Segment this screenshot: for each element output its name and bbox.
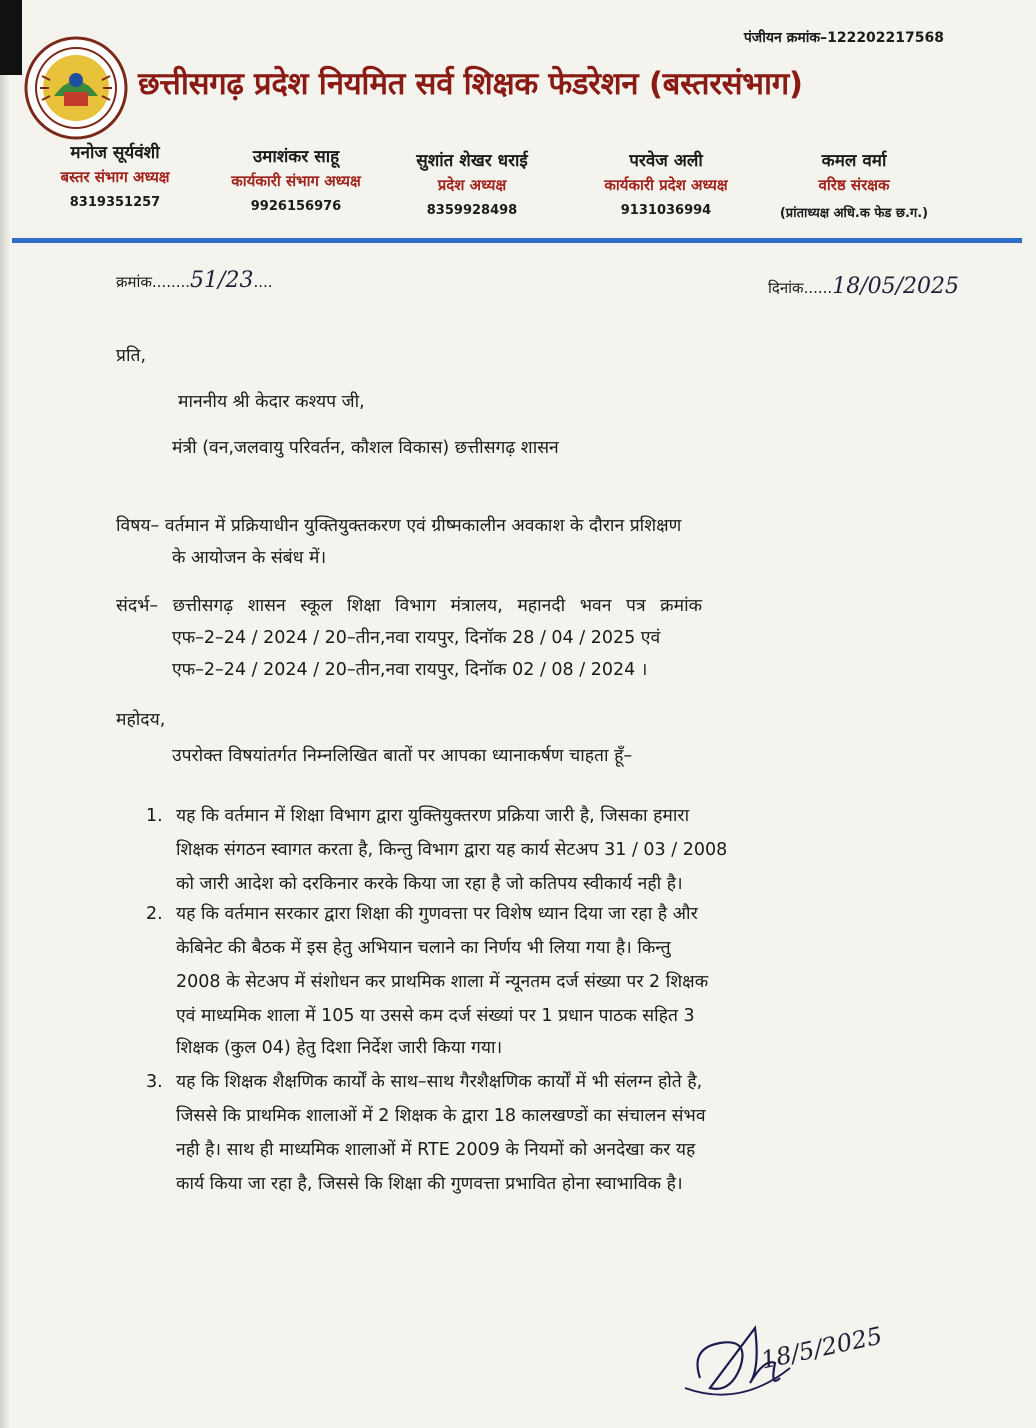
official-name: परवेज अली	[629, 151, 703, 171]
official-phone: 8319351257	[69, 195, 161, 210]
header-divider	[12, 238, 1022, 243]
official-3	[382, 148, 562, 218]
official-name: उमाशंकर साहू	[252, 147, 340, 167]
scan-dark-corner	[0, 0, 22, 75]
point-line: शिक्षक (कुल 04) हेतु दिशा निर्देश जारी किया गया।	[176, 1038, 503, 1058]
dinank-label: दिनांक......	[768, 279, 833, 297]
addressee-line-2: मंत्री (वन,जलवायु परिवर्तन, कौशल विकास) छत्तीसगढ़ शासन	[172, 438, 559, 458]
point-number: 2.	[146, 904, 163, 924]
point-line: नही है। साथ ही माध्यमिक शालाओं में RTE 2009 के नियमों को अनदेखा कर यह	[176, 1140, 696, 1160]
official-role: कार्यकारी प्रदेश अध्यक्ष	[604, 176, 728, 194]
official-name: सुशांत शेखर धराई	[416, 151, 528, 171]
official-role: बस्तर संभाग अध्यक्ष	[60, 168, 170, 186]
intro-line: उपरोक्त विषयांतर्गत निम्नलिखित बातों पर आपका ध्यानाकर्षण चाहता हूँ–	[172, 746, 633, 766]
point-line: को जारी आदेश को दरकिनार करके किया जा रहा है जो कतिपय स्वीकार्य नही है।	[176, 874, 683, 894]
official-2	[196, 144, 396, 214]
dinank	[768, 274, 959, 299]
official-name: कमल वर्मा	[821, 151, 887, 171]
point-line: यह कि शिक्षक शैक्षणिक कार्यों के साथ–साथ गैरशैक्षणिक कार्यों में भी संलग्न होते है,	[176, 1072, 703, 1092]
point-number: 1.	[146, 806, 163, 826]
addressee-line-1: माननीय श्री केदार कश्यप जी,	[178, 392, 365, 412]
official-role: कार्यकारी संभाग अध्यक्ष	[231, 172, 361, 190]
subject-line-2: के आयोजन के संबंध में।	[172, 548, 327, 568]
official-role: प्रदेश अध्यक्ष	[437, 176, 507, 194]
official-phone: 9131036994	[620, 203, 712, 218]
federation-title: छत्तीसगढ़ प्रदेश नियमित सर्व शिक्षक फेडरेशन (बस्तरसंभाग)	[138, 66, 803, 102]
salutation: महोदय,	[116, 710, 166, 730]
official-phone: 9926156976	[250, 199, 342, 214]
point-line: यह कि वर्तमान में शिक्षा विभाग द्वारा युक्तियुक्तरण प्रक्रिया जारी है, जिसका हमारा	[176, 806, 690, 826]
point-line: एवं माध्यमिक शाला में 105 या उससे कम दर्ज संख्यां पर 1 प्रधान पाठक सहित 3	[176, 1006, 695, 1026]
federation-logo-icon	[24, 36, 128, 140]
point-line: शिक्षक संगठन स्वागत करता है, किन्तु विभाग द्वारा यह कार्य सेटअप 31 / 03 / 2008	[176, 840, 728, 860]
reference-line-1: संदर्भ– छत्तीसगढ़ शासन स्कूल शिक्षा विभाग मंत्रालय, महानदी भवन पत्र क्रमांक	[116, 596, 703, 616]
official-name: मनोज सूर्यवंशी	[70, 143, 160, 163]
point-line: यह कि वर्तमान सरकार द्वारा शिक्षा की गुणवत्ता पर विशेष ध्यान दिया जा रहा है और	[176, 904, 698, 924]
reference-line-3: एफ–2–24 / 2024 / 20–तीन,नवा रायपुर, दिनॉक 02 / 08 / 2024 ।	[172, 660, 648, 680]
subject-line-1: विषय– वर्तमान में प्रक्रियाधीन युक्तियुक्तकरण एवं ग्रीष्मकालीन अवकाश के दौरान प्रशिक्षण	[116, 516, 682, 536]
kramank: क्रमांक........51/23....	[116, 268, 273, 293]
point-line: 2008 के सेटअप में संशोधन कर प्राथमिक शाला में न्यूनतम दर्ज संख्या पर 2 शिक्षक	[176, 972, 709, 992]
point-line: जिससे कि प्राथमिक शालाओं में 2 शिक्षक के द्वारा 18 कालखण्डों का संचालन संभव	[176, 1106, 706, 1126]
prati: प्रति,	[116, 346, 147, 366]
registration-number: पंजीयन क्रमांक–122202217568	[743, 30, 944, 46]
kramank-label: क्रमांक........	[116, 273, 191, 291]
official-phone: (प्रांताध्यक्ष अधि.क फेड छ.ग.)	[779, 206, 929, 221]
signature-date: 18/5/2025	[758, 1321, 885, 1375]
point-line: कार्य किया जा रहा है, जिससे कि शिक्षा की गुणवत्ता प्रभावित होना स्वाभाविक है।	[176, 1174, 683, 1194]
official-5	[736, 148, 972, 221]
reference-line-2: एफ–2–24 / 2024 / 20–तीन,नवा रायपुर, दिनॉक 28 / 04 / 2025 एवं	[172, 628, 661, 648]
official-phone: 8359928498	[426, 203, 518, 218]
official-role: वरिष्ठ संरक्षक	[818, 176, 890, 194]
point-line: केबिनेट की बैठक में इस हेतु अभियान चलाने का निर्णय भी लिया गया है। किन्तु	[176, 938, 671, 958]
kramank-value: 51/23	[190, 268, 254, 293]
page-edge-shadow	[0, 0, 10, 1428]
point-number: 3.	[146, 1072, 163, 1092]
dinank-value: 18/05/2025	[832, 274, 960, 299]
official-1	[20, 140, 210, 210]
